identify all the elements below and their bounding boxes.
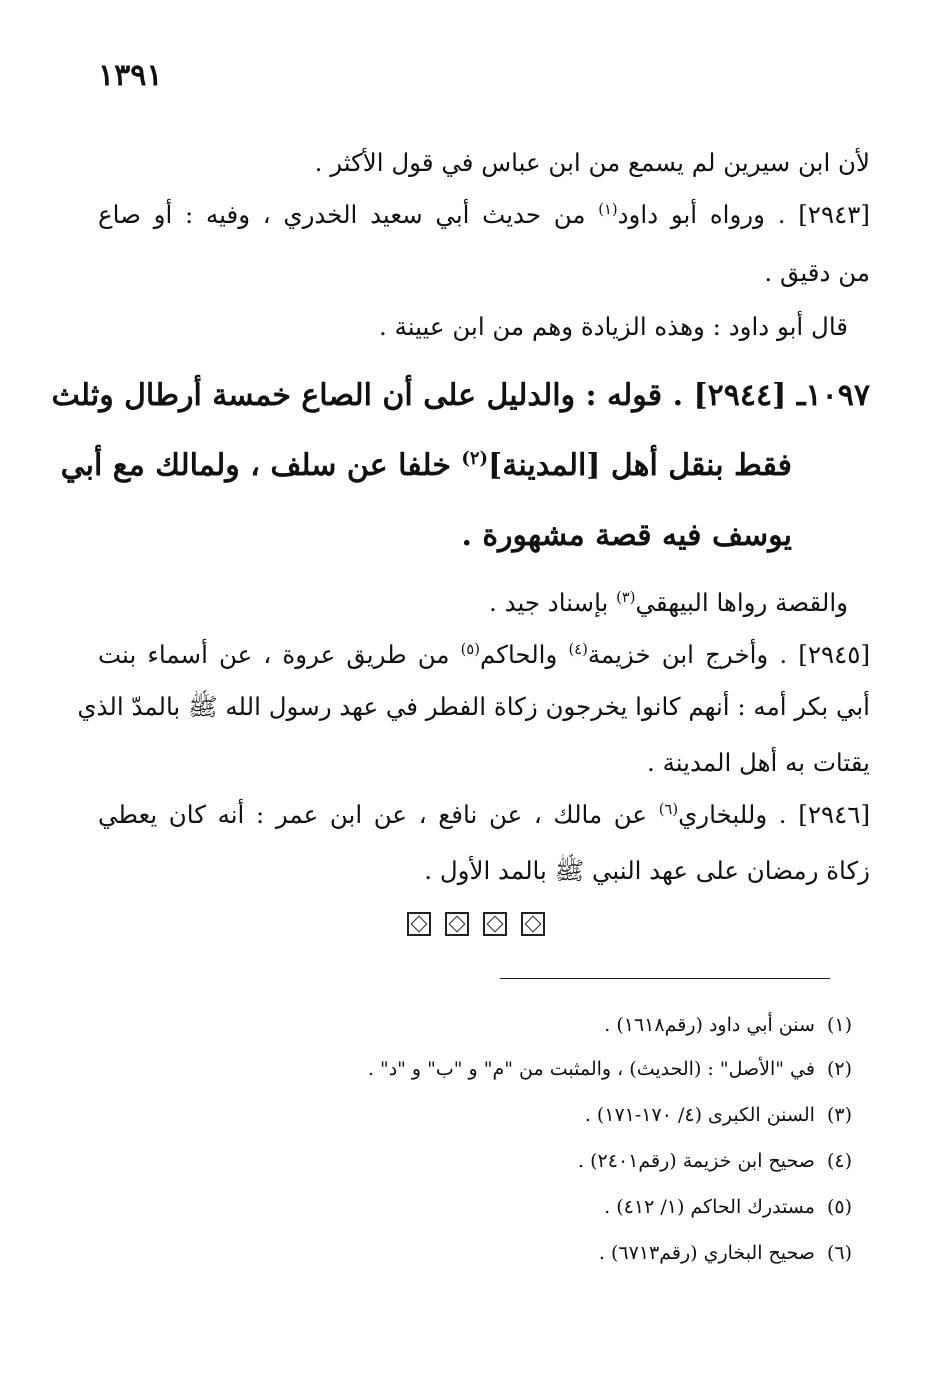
footnote-number: (٦) [826, 1242, 852, 1264]
footnote-text: سنن أبي داود (رقم١٦١٨) . [604, 1014, 815, 1036]
page-number: ١٣٩١ [98, 58, 163, 93]
footnote-text: مستدرك الحاكم (١/ ٤١٢) . [604, 1196, 815, 1218]
text-line-10: زكاة رمضان على عهد النبي ﷺ بالمد الأول . [424, 856, 870, 885]
section-ornaments [0, 912, 952, 940]
footnote-text: صحيح البخاري (رقم٦٧١٣) . [598, 1242, 815, 1264]
ornament-icon [445, 912, 469, 936]
text-segment: والقصة رواها البيهقي [635, 588, 848, 617]
text-segment: عن مالك ، عن نافع ، عن ابن عمر : أنه كان يعطي [98, 800, 659, 829]
footnote-3 [200, 1104, 852, 1126]
footnote-ref-1[interactable]: (١) [598, 200, 618, 218]
text-segment: بإسناد جيد . [489, 588, 617, 617]
ornament-icon [407, 912, 431, 936]
text-line-3: من دقيق . [764, 258, 870, 287]
footnote-number: (٢) [826, 1058, 852, 1080]
text-line-6 [98, 640, 870, 669]
footnote-text: في "الأصل" : (الحديث) ، والمثبت من "م" و "ب" و "د" . [367, 1058, 815, 1080]
heading-line-1: ١٠٩٧ـ [٢٩٤٤] . قوله : والدليل على أن الصاع خمسة أرطال وثلث [51, 378, 870, 413]
footnote-ref-5[interactable]: (٥) [460, 640, 480, 658]
text-segment: [٢٩٤٦] . وللبخاري [678, 800, 871, 829]
footnote-2 [200, 1058, 852, 1080]
text-line-1: لأن ابن سيرين لم يسمع من ابن عباس في قول الأكثر . [314, 148, 870, 177]
ornament-icon [483, 912, 507, 936]
footnote-number: (٥) [826, 1196, 852, 1218]
text-segment: من حديث أبي سعيد الخدري ، وفيه : أو صاع [98, 200, 599, 229]
footnote-number: (٤) [826, 1150, 852, 1172]
footnote-number: (١) [826, 1014, 852, 1036]
text-segment: [٢٩٤٥] . وأخرج ابن خزيمة [587, 640, 871, 669]
heading-segment: خلفا عن سلف ، ولمالك مع أبي [60, 448, 462, 483]
text-line-8: يقتات به أهل المدينة . [647, 748, 870, 777]
text-segment: [٢٩٤٣] . ورواه أبو داود [617, 200, 870, 229]
footnote-number: (٣) [826, 1104, 852, 1126]
footnote-1 [200, 1014, 852, 1036]
text-segment: من طريق عروة ، عن أسماء بنت [98, 640, 461, 669]
footnote-text: صحيح ابن خزيمة (رقم٢٤٠١) . [578, 1150, 815, 1172]
footnote-6 [200, 1242, 852, 1264]
text-line-5 [98, 588, 848, 617]
footnote-divider [500, 978, 830, 979]
footnote-4 [200, 1150, 852, 1172]
heading-line-3: يوسف فيه قصة مشهورة . [461, 518, 792, 553]
ornament-icon [521, 912, 545, 936]
footnote-text: السنن الكبرى (٤/ ١٧٠-١٧١) . [584, 1104, 815, 1126]
heading-segment: فقط بنقل أهل [المدينة] [488, 448, 792, 483]
text-line-9 [98, 800, 870, 829]
footnote-ref-3[interactable]: (٣) [616, 588, 636, 606]
footnote-ref-2[interactable]: (٢) [461, 448, 489, 469]
footnote-5 [200, 1196, 852, 1218]
text-line-7: أبي بكر أمه : أنهم كانوا يخرجون زكاة الفطر في عهد رسول الله ﷺ بالمدّ الذي [77, 692, 870, 721]
text-segment: والحاكم [479, 640, 569, 669]
footnote-ref-4[interactable]: (٤) [568, 640, 588, 658]
heading-line-2 [60, 448, 792, 483]
footnote-ref-6[interactable]: (٦) [658, 800, 679, 818]
text-line-2 [98, 200, 870, 229]
text-line-4: قال أبو داود : وهذه الزيادة وهم من ابن عيينة . [379, 312, 848, 341]
